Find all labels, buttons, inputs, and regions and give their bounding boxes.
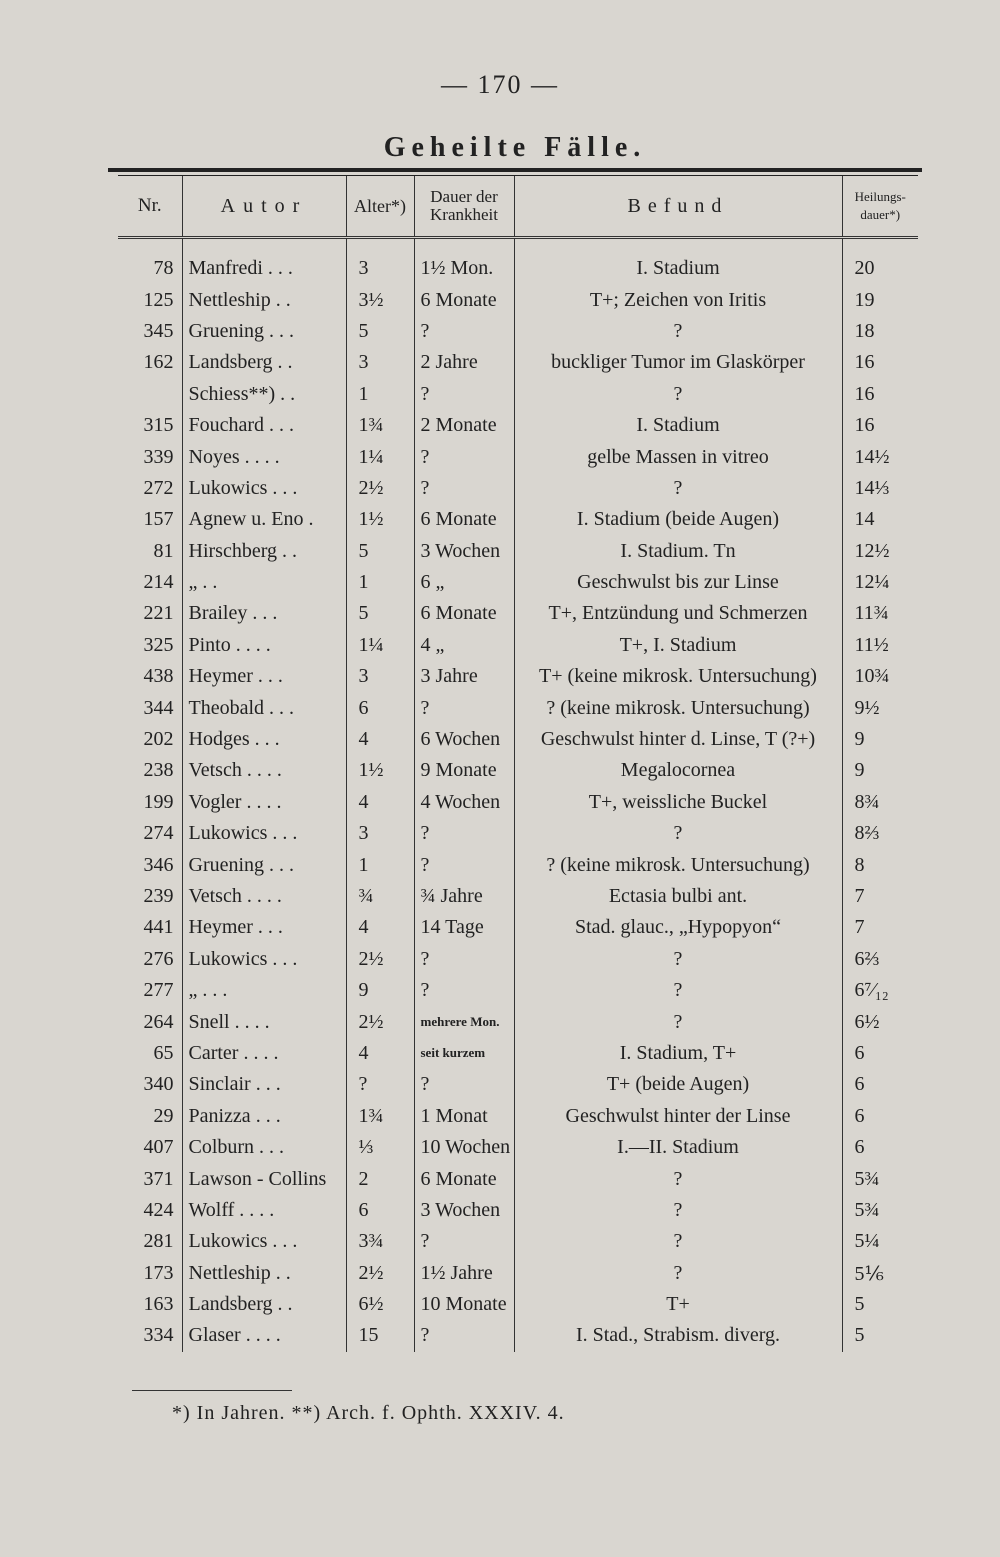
row-heilungsdauer: 5: [854, 1324, 865, 1347]
row-alter: 1¼: [346, 630, 414, 661]
row-alter: 3½: [346, 284, 414, 315]
row-nr: 81: [118, 536, 182, 567]
row-nr: 163: [118, 1289, 182, 1320]
row-nr: 173: [118, 1258, 182, 1289]
table-row: [118, 1195, 918, 1226]
row-autor: Glaser . . . .: [182, 1320, 346, 1351]
table-row: [118, 1038, 918, 1069]
row-nr: 334: [118, 1320, 182, 1351]
table-row: [118, 849, 918, 880]
row-heilungsdauer: 12½: [854, 539, 890, 562]
row-dauer: 14 Tage: [414, 912, 514, 943]
row-heilungsdauer: 14⅓: [854, 476, 890, 499]
row-alter: 4: [346, 912, 414, 943]
row-dauer: 4 Wochen: [414, 787, 514, 818]
table-row: [118, 787, 918, 818]
row-nr: 78: [118, 253, 182, 284]
row-heilungsdauer: 16: [854, 382, 875, 405]
row-autor: Lukowics . . .: [182, 1226, 346, 1257]
table-row: [118, 284, 918, 315]
row-alter: 1: [346, 379, 414, 410]
row-befund: ?: [514, 379, 842, 410]
table-row: [118, 975, 918, 1006]
row-heilungsdauer: 8: [854, 853, 865, 876]
row-befund: T+, Entzündung und Schmerzen: [514, 598, 842, 629]
row-heilungsdauer: 18: [854, 319, 875, 342]
row-nr: 29: [118, 1101, 182, 1132]
row-heilungsdauer: 6: [854, 1136, 865, 1159]
row-alter: 5: [346, 316, 414, 347]
row-heilungsdauer: 9: [854, 759, 865, 782]
row-alter: ⅓: [346, 1132, 414, 1163]
row-heilungsdauer: 5¾: [854, 1167, 880, 1190]
table-row: [118, 379, 918, 410]
row-dauer: ?: [414, 1226, 514, 1257]
row-befund: Stad. glauc., „Hypopyon“: [514, 912, 842, 943]
row-befund: ? (keine mikrosk. Untersuchung): [514, 692, 842, 723]
row-befund: I. Stad., Strabism. diverg.: [514, 1320, 842, 1351]
row-dauer: 3 Wochen: [414, 1195, 514, 1226]
row-befund: gelbe Massen in vitreo: [514, 441, 842, 472]
row-alter: 3: [346, 347, 414, 378]
row-nr: 344: [118, 692, 182, 723]
row-autor: Brailey . . .: [182, 598, 346, 629]
table-row: [118, 724, 918, 755]
row-alter: 1½: [346, 755, 414, 786]
row-heilungsdauer: 9½: [854, 696, 880, 719]
row-alter: 2½: [346, 944, 414, 975]
table-row: [118, 598, 918, 629]
row-autor: Landsberg . .: [182, 1289, 346, 1320]
table-row: [118, 1289, 918, 1320]
row-befund: T+, I. Stadium: [514, 630, 842, 661]
row-autor: Heymer . . .: [182, 661, 346, 692]
row-befund: Geschwulst bis zur Linse: [514, 567, 842, 598]
table-row: [118, 567, 918, 598]
row-autor: Agnew u. Eno .: [182, 504, 346, 535]
header-dauer: Dauer der Krankheit: [414, 176, 514, 238]
row-dauer: seit kurzem: [414, 1038, 514, 1069]
row-dauer: 6 Wochen: [414, 724, 514, 755]
row-dauer: 4 „: [414, 630, 514, 661]
header-nr: Nr.: [118, 176, 182, 238]
row-befund: I. Stadium: [514, 410, 842, 441]
row-nr: 407: [118, 1132, 182, 1163]
row-nr: 274: [118, 818, 182, 849]
row-befund: ?: [514, 818, 842, 849]
row-autor: Panizza . . .: [182, 1101, 346, 1132]
row-befund: Ectasia bulbi ant.: [514, 881, 842, 912]
row-dauer: ?: [414, 379, 514, 410]
row-autor: Carter . . . .: [182, 1038, 346, 1069]
row-autor: Fouchard . . .: [182, 410, 346, 441]
row-dauer: ?: [414, 1320, 514, 1351]
row-autor: Gruening . . .: [182, 316, 346, 347]
row-alter: 1: [346, 849, 414, 880]
row-nr: 202: [118, 724, 182, 755]
row-befund: I. Stadium, T+: [514, 1038, 842, 1069]
row-befund: buckliger Tumor im Glaskörper: [514, 347, 842, 378]
healed-cases-table: [118, 176, 918, 1352]
row-dauer: ?: [414, 1069, 514, 1100]
row-autor: „ . . .: [182, 975, 346, 1006]
row-befund: ?: [514, 944, 842, 975]
row-autor: Gruening . . .: [182, 849, 346, 880]
row-alter: 1¾: [346, 410, 414, 441]
row-autor: Lawson - Collins: [182, 1163, 346, 1194]
row-nr: 65: [118, 1038, 182, 1069]
row-befund: T+, weissliche Buckel: [514, 787, 842, 818]
row-dauer: 10 Wochen: [414, 1132, 514, 1163]
row-befund: T+: [514, 1289, 842, 1320]
row-dauer: 2 Jahre: [414, 347, 514, 378]
row-autor: Heymer . . .: [182, 912, 346, 943]
row-autor: Theobald . . .: [182, 692, 346, 723]
table-row: [118, 473, 918, 504]
row-heilungsdauer: 16: [854, 414, 875, 437]
row-alter: 3: [346, 253, 414, 284]
table-row: [118, 504, 918, 535]
table-row: [118, 661, 918, 692]
row-nr: 325: [118, 630, 182, 661]
row-befund: I.—II. Stadium: [514, 1132, 842, 1163]
row-nr: 277: [118, 975, 182, 1006]
row-nr: 371: [118, 1163, 182, 1194]
row-nr: 264: [118, 1006, 182, 1037]
row-nr: 239: [118, 881, 182, 912]
row-heilungsdauer: 19: [854, 288, 875, 311]
table-row: [118, 536, 918, 567]
row-autor: Snell . . . .: [182, 1006, 346, 1037]
table-row: [118, 1069, 918, 1100]
row-heilungsdauer: 10¾: [854, 665, 890, 688]
row-alter: 3: [346, 661, 414, 692]
row-nr: 238: [118, 755, 182, 786]
header-heilungsdauer: Heilungs-dauer*): [842, 176, 918, 238]
row-alter: 3: [346, 818, 414, 849]
row-autor: Wolff . . . .: [182, 1195, 346, 1226]
row-autor: Noyes . . . .: [182, 441, 346, 472]
row-nr: 162: [118, 347, 182, 378]
row-dauer: 3 Jahre: [414, 661, 514, 692]
row-befund: Megalocornea: [514, 755, 842, 786]
row-heilungsdauer: 6: [854, 1073, 865, 1096]
row-befund: I. Stadium. Tn: [514, 536, 842, 567]
row-alter: 6½: [346, 1289, 414, 1320]
row-dauer: ?: [414, 944, 514, 975]
row-befund: Geschwulst hinter d. Linse, T (?+): [514, 724, 842, 755]
row-autor: Hirschberg . .: [182, 536, 346, 567]
row-autor: Lukowics . . .: [182, 473, 346, 504]
row-befund: I. Stadium: [514, 253, 842, 284]
row-alter: 3¾: [346, 1226, 414, 1257]
row-heilungsdauer: 5: [854, 1293, 865, 1316]
row-autor: Vetsch . . . .: [182, 755, 346, 786]
row-alter: 4: [346, 787, 414, 818]
row-autor: Vetsch . . . .: [182, 881, 346, 912]
table-row: [118, 818, 918, 849]
row-dauer: 6 Monate: [414, 598, 514, 629]
row-dauer: 6 Monate: [414, 284, 514, 315]
row-heilungsdauer: 9: [854, 728, 865, 751]
row-heilungsdauer: 7: [854, 916, 865, 939]
header-alter: Alter*): [346, 176, 414, 238]
row-nr: 315: [118, 410, 182, 441]
row-dauer: ?: [414, 818, 514, 849]
row-autor: Pinto . . . .: [182, 630, 346, 661]
row-autor: Nettleship . .: [182, 1258, 346, 1289]
row-heilungsdauer: 11¾: [854, 602, 889, 625]
row-dauer: ?: [414, 849, 514, 880]
row-nr: 438: [118, 661, 182, 692]
table-row: [118, 881, 918, 912]
table-row: [118, 912, 918, 943]
row-nr: 441: [118, 912, 182, 943]
row-dauer: 6 „: [414, 567, 514, 598]
row-heilungsdauer: 5¾: [854, 1198, 880, 1221]
footnote: *) In Jahren. **) Arch. f. Ophth. XXXIV. 4.: [172, 1402, 565, 1424]
table-row: [118, 316, 918, 347]
row-dauer: 1½ Mon.: [414, 253, 514, 284]
row-dauer: ¾ Jahre: [414, 881, 514, 912]
row-befund: I. Stadium (beide Augen): [514, 504, 842, 535]
row-alter: 6: [346, 1195, 414, 1226]
row-heilungsdauer: 8⅔: [854, 822, 880, 845]
row-alter: 4: [346, 724, 414, 755]
row-heilungsdauer: 20: [854, 257, 875, 280]
row-autor: Lukowics . . .: [182, 818, 346, 849]
row-alter: 15: [346, 1320, 414, 1351]
row-nr: 339: [118, 441, 182, 472]
row-heilungsdauer: 16: [854, 351, 875, 374]
row-dauer: 1½ Jahre: [414, 1258, 514, 1289]
row-dauer: 6 Monate: [414, 504, 514, 535]
row-alter: 1: [346, 567, 414, 598]
row-alter: 1¾: [346, 1101, 414, 1132]
row-nr: [118, 379, 182, 410]
page-title: Geheilte Fälle.: [383, 132, 647, 163]
row-dauer: mehrere Mon.: [414, 1006, 514, 1037]
row-nr: 199: [118, 787, 182, 818]
row-heilungsdauer: 6: [854, 1041, 865, 1064]
row-befund: T+ (beide Augen): [514, 1069, 842, 1100]
row-alter: 5: [346, 536, 414, 567]
row-befund: ?: [514, 473, 842, 504]
row-heilungsdauer: 11½: [854, 633, 889, 656]
row-nr: 340: [118, 1069, 182, 1100]
top-rule: [108, 168, 922, 172]
table-header-row: [118, 176, 918, 238]
row-befund: ?: [514, 1163, 842, 1194]
row-heilungsdauer: 6⁷⁄₁₂: [854, 979, 889, 1002]
row-befund: ?: [514, 1226, 842, 1257]
row-nr: 157: [118, 504, 182, 535]
row-heilungsdauer: 6⅔: [854, 947, 880, 970]
row-nr: 346: [118, 849, 182, 880]
row-autor: Nettleship . .: [182, 284, 346, 315]
row-autor: Colburn . . .: [182, 1132, 346, 1163]
row-autor: „ . .: [182, 567, 346, 598]
row-autor: Manfredi . . .: [182, 253, 346, 284]
table-row: [118, 1006, 918, 1037]
row-dauer: 1 Monat: [414, 1101, 514, 1132]
row-heilungsdauer: 6: [854, 1104, 865, 1127]
row-nr: 281: [118, 1226, 182, 1257]
row-befund: T+; Zeichen von Iritis: [514, 284, 842, 315]
row-dauer: ?: [414, 692, 514, 723]
table-row: [118, 944, 918, 975]
row-alter: 9: [346, 975, 414, 1006]
table-row: [118, 253, 918, 284]
header-befund: Befund: [514, 176, 842, 238]
row-heilungsdauer: 14: [854, 508, 875, 531]
row-heilungsdauer: 5¼: [854, 1230, 880, 1253]
row-nr: 272: [118, 473, 182, 504]
row-autor: Schiess**) . .: [182, 379, 346, 410]
row-dauer: 3 Wochen: [414, 536, 514, 567]
row-alter: 2½: [346, 1006, 414, 1037]
row-alter: 4: [346, 1038, 414, 1069]
table-row: [118, 441, 918, 472]
row-heilungsdauer: 12¼: [854, 571, 890, 594]
table-row: [118, 1163, 918, 1194]
row-alter: ?: [346, 1069, 414, 1100]
table-row: [118, 347, 918, 378]
row-alter: 2: [346, 1163, 414, 1194]
row-autor: Sinclair . . .: [182, 1069, 346, 1100]
row-befund: ? (keine mikrosk. Untersuchung): [514, 849, 842, 880]
row-dauer: 2 Monate: [414, 410, 514, 441]
table-spacer-row: [118, 238, 918, 254]
table-row: [118, 410, 918, 441]
row-alter: 6: [346, 692, 414, 723]
table-row: [118, 1226, 918, 1257]
row-nr: 345: [118, 316, 182, 347]
footnote-rule: [132, 1390, 292, 1391]
row-heilungsdauer: 7: [854, 885, 865, 907]
row-alter: 1¼: [346, 441, 414, 472]
row-befund: ?: [514, 1006, 842, 1037]
row-nr: 221: [118, 598, 182, 629]
table-row: [118, 1320, 918, 1351]
row-dauer: ?: [414, 441, 514, 472]
row-alter: ¾: [346, 881, 414, 912]
row-nr: 214: [118, 567, 182, 598]
table-row: [118, 1258, 918, 1289]
row-heilungsdauer: 6½: [854, 1010, 880, 1033]
table-row: [118, 1101, 918, 1132]
row-nr: 424: [118, 1195, 182, 1226]
row-befund: ?: [514, 316, 842, 347]
row-autor: Landsberg . .: [182, 347, 346, 378]
header-autor: Autor: [182, 176, 346, 238]
row-befund: ?: [514, 1195, 842, 1226]
row-befund: Geschwulst hinter der Linse: [514, 1101, 842, 1132]
table-row: [118, 692, 918, 723]
row-nr: 276: [118, 944, 182, 975]
page-number: — 170 —: [441, 70, 559, 99]
row-alter: 1½: [346, 504, 414, 535]
row-befund: ?: [514, 1258, 842, 1289]
row-alter: 2½: [346, 473, 414, 504]
table-row: [118, 755, 918, 786]
row-befund: T+ (keine mikrosk. Untersuchung): [514, 661, 842, 692]
row-heilungsdauer: 8¾: [854, 790, 880, 813]
row-dauer: ?: [414, 316, 514, 347]
row-autor: Lukowics . . .: [182, 944, 346, 975]
row-dauer: ?: [414, 473, 514, 504]
row-dauer: 6 Monate: [414, 1163, 514, 1194]
row-heilungsdauer: 5⅙: [854, 1262, 884, 1285]
row-alter: 2½: [346, 1258, 414, 1289]
table-row: [118, 630, 918, 661]
table-row: [118, 1132, 918, 1163]
row-nr: 125: [118, 284, 182, 315]
row-heilungsdauer: 14½: [854, 445, 890, 468]
row-autor: Hodges . . .: [182, 724, 346, 755]
row-dauer: ?: [414, 975, 514, 1006]
row-befund: ?: [514, 975, 842, 1006]
row-dauer: 9 Monate: [414, 755, 514, 786]
row-autor: Vogler . . . .: [182, 787, 346, 818]
row-alter: 5: [346, 598, 414, 629]
row-dauer: 10 Monate: [414, 1289, 514, 1320]
